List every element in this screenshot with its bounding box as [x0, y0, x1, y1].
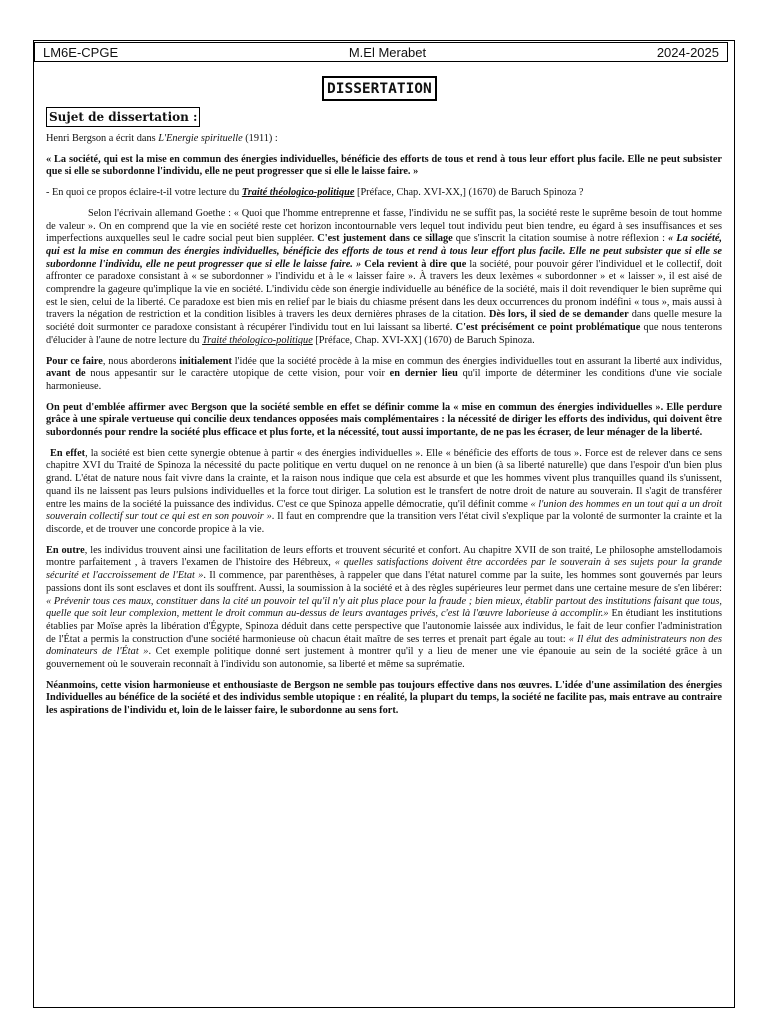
italic-run: « l'union des hommes en un tout qui a un droit souverain collectif sur tout ce qui est en son pouvoir »: [46, 498, 722, 523]
text-run: Selon l'écrivain allemand Goethe : « Quoi que l'homme entreprenne et fasse, l'individu ne se suffit pas, la société reste le suprême besoin de tout homme de valeur ». On en comprend que la vie en société reste cet horizon incontournable vers lequel tout individu peut bien tendre, eu égard à ses insuffisances et ses imperfections auxquelles seul le cadre social peut bien suppléer.: [46, 207, 722, 245]
text-run: que s'inscrit la citation soumise à notre réflexion :: [452, 233, 669, 245]
italic-run: « Prévenir tous ces maux, constituer dans la cité un pouvoir tel qu'il n'y ait plus place pour la fraude ; bien mieux, établir partout des institutions faisant que tous, quelle que soit leur complexion, mettent le droit commun au-dessus de leurs avantages privés, c'est là l'œuvre laborieuse à accomplir.»: [46, 595, 722, 620]
document-body: [46, 133, 722, 726]
bold-run: Pour ce faire: [46, 355, 103, 367]
text-run: dans quelle mesure la société doit surmonter ce paradoxe consistant à récupérer l'individu tout en lui laissant sa liberté.: [46, 309, 722, 334]
paragraph-en-effet: [46, 448, 722, 537]
text-run: . Il faut en comprendre que la transition vers l'état civil s'explique par la volonté de surmonter la crainte et la discorde, et de trouver une concorde propice à la vie.: [46, 511, 722, 535]
subject-question: [46, 187, 722, 200]
intro-work-title: L'Energie spirituelle: [158, 133, 243, 144]
bold-run: en dernier lieu: [389, 368, 458, 380]
text-run: l'idée que la société procède à la mise en commun des énergies individuelles tout en assurant la liberté aux individus,: [231, 355, 723, 367]
work-title-run: Traité théologico-politique: [202, 334, 313, 346]
text-run: , la société est bien cette synergie obtenue à partir « des énergies individuelles ». Elle « bénéficie des efforts de tous ». Force est de relever dans ce sens chapitre XVI du Traité de Spinoza la nécessité du pacte politique en vertu duquel on ne renonce à un bien (à sa liberté naturelle) que dans l'espoir d'un bien plus grand. L'état de nature nous fait vivre dans la crainte, et la raison nous indique que cela est absurde et que les hommes vivent plus tranquilles quand ils s'unissent, quand ils ne laissent pas leurs pulsions individuelles et la force tout diriger. La solution est le transfert de notre droit de nature au souverain. Il s'agit de transférer entre les mains de la société la puissance des individus. C'est ce que Spinoza appelle démocratie, qu'il définit comme: [46, 447, 722, 510]
subject-heading: Sujet de dissertation :: [46, 107, 200, 127]
italic-run: « quelles satisfactions doivent être accordées par le souverain à ses sujets pour la grande sécurité et l'accroissement de l'Etat »: [46, 557, 722, 582]
bold-run: C'est précisément ce point problématique: [455, 322, 641, 334]
bold-run: Cela revient à dire que: [361, 258, 467, 270]
bergson-quote: [46, 154, 722, 179]
academic-year: 2024-2025: [656, 44, 719, 60]
document-title: DISSERTATION: [322, 76, 437, 101]
bold-run: C'est justement dans ce sillage: [317, 233, 453, 245]
paragraph-thesis: [46, 402, 722, 440]
text-run: qu'il importe de déterminer les conditions d'une vie sociale harmonieuse.: [46, 368, 722, 392]
text-run: que nous tenterons d'élucider à l'aune de notre lecture du: [46, 322, 722, 346]
text-run: , nous aborderons: [102, 355, 180, 367]
text-run: nous appesantir sur le caractère utopique de cette vision, pour voir: [85, 368, 390, 380]
intro-line: [46, 133, 722, 146]
text-run: la société, pour pouvoir gérer l'individuel et le collectif, doit affronter ce paradoxe consistant à « se subordonner » l'individu et à le « laisser faire ». À travers les deux lexèmes « subordonner » et « laisser », il est aisé de comprendre la gageure qu'implique la vie en société. L'individu cède son énergie individuelle au bénéfice de la société, mais il doit revendiquer le bien suprême qui est le sien, celui de la liberté. Ce paradoxe est bien mis en relief par le biais du chiasme présent dans les deux occurrences du pronom indéfini « tous », mais aussi à travers la négation de restriction et la condition lisibles à travers les deux dernières phrases de la citation.: [46, 258, 722, 321]
header-bar: [34, 42, 728, 62]
text-run: . Il commence, par parenthèses, à rappeler que dans l'état naturel comme par la suite, les hommes sont gouvernés par leurs passions dont ils sont esclaves et dont ils souffrent. Aussi, la soumission à la société et à des règles supérieures leur permet dans une certaine mesure de s'en libérer:: [46, 570, 722, 594]
bold-run: initialement: [179, 355, 232, 367]
question-work-title: Traité théologico-politique: [241, 187, 355, 199]
paragraph-en-outre: [46, 545, 722, 672]
italic-run: « Il élut des administrateurs non des dominateurs de l'État »: [46, 633, 722, 658]
author-name: M.El Merabet: [348, 44, 427, 60]
paragraph-introduction: [46, 208, 722, 348]
bold-run: En outre: [46, 544, 85, 556]
intro-text: Henri Bergson a écrit dans: [46, 133, 159, 144]
bold-run: Néanmoins, cette vision harmonieuse et enthousiaste de Bergson ne semble pas toujours effective dans nos œuvres. L'idée d'une assimilation des énergies Individuelles au bénéfice de la société et des individus semble utopique : en réalité, la plupart du temps, la société ne facilite pas, mais entrave au contraire les aspirations de l'individu et, loin de le laisser faire, le subordonne au sens fort.: [46, 679, 722, 717]
paragraph-plan: [46, 356, 722, 394]
quote-run: « La société, qui est la mise en commun des énergies individuelles, bénéficie des efforts de tous et rend à tous leur effort plus facile. Elle ne peut subsister que si elle se subordonne l'individu, elle ne peut progresser que si elle le laisse faire. »: [46, 233, 723, 270]
quote-text: « La société, qui est la mise en commun des énergies individuelles, bénéficie des efforts de tous et rend à tous leur effort plus facile. Elle ne peut subsister que si elle se subordonne l'individu, elle ne peut progresser que si elle le laisse faire. »: [46, 153, 722, 178]
question-reference: [Préface, Chap. XVI-XX,] (1670) de Baruch Spinoza ?: [354, 187, 584, 199]
bold-run: Dès lors, il sied de se demander: [489, 309, 629, 321]
text-run: , les individus trouvent ainsi une facilitation de leurs efforts et trouvent sécurité et confort. Au chapitre XVII de son traité, Le philosophe amstellodamois montre parfaitement , à travers l'examen de l'histoire des Hébreux,: [46, 544, 722, 569]
question-text: - En quoi ce propos éclaire-t-il votre lecture du: [46, 187, 242, 199]
course-code: LM6E-CPGE: [43, 44, 119, 60]
text-run: . Cet exemple politique donné sert justement à montrer qu'il y a lieu de mener une vie épanouie au sein de la société grâce à un gouvernement où le souverain reconnaît à l'individu son autonomie, sa liberté et même sa suprématie.: [46, 646, 722, 671]
intro-date: (1911) :: [242, 133, 278, 144]
text-run: En étudiant les institutions établies par Moïse après la libération d'Égypte, Spinoza déduit dans cette perspective que l'autonomie laissée aux individus, le fait de leur confier l'administration de l'État a permis la construction d'une société harmonieuse où chacun était maître de ses terres et prenait part égale au tout:: [46, 608, 722, 645]
bold-run: En effet: [50, 447, 86, 459]
bold-run: On peut d'emblée affirmer avec Bergson que la société semble en effet se définir comme la « mise en commun des énergies individuelles ». Elle perdure grâce à une spirale vertueuse qui concilie deux tendances opposées mais complémentaires : la nécessité de diriger les efforts des individus, qui doivent être subordonnés pour rendre la société plus efficace et plus forte, et la nécessité, tout aussi importante, de ne pas les écraser, de leur ménager de la liberté.: [46, 401, 722, 439]
paragraph-antithesis: [46, 680, 722, 718]
text-run: [Préface, Chap. XVI-XX] (1670) de Baruch Spinoza.: [312, 334, 535, 346]
bold-run: avant de: [46, 368, 86, 380]
